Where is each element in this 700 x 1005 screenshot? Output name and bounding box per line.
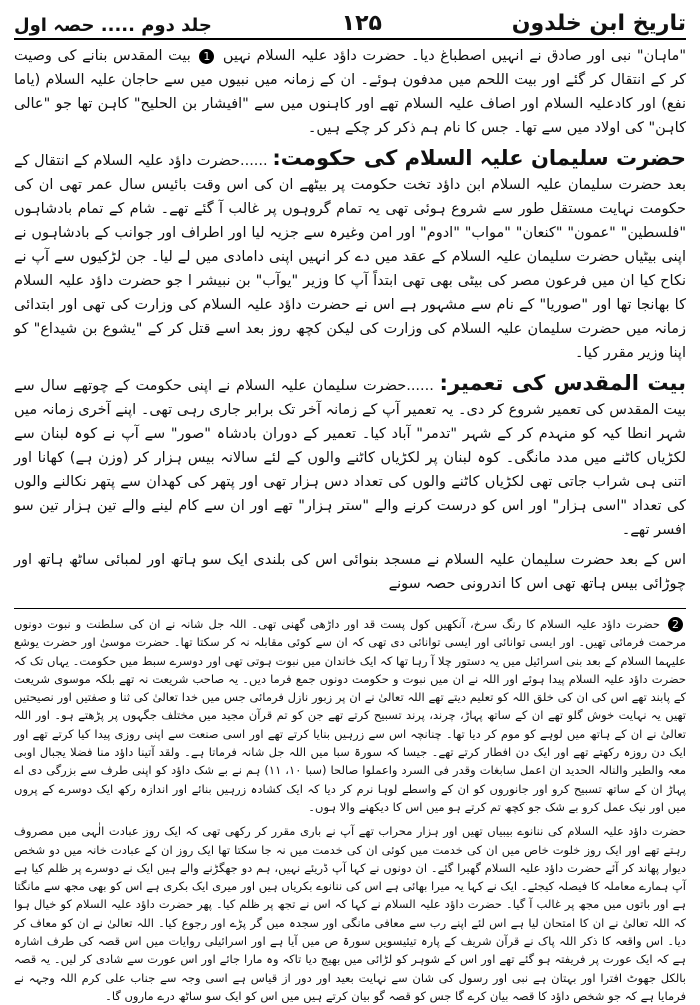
paragraph-intro — [14, 44, 686, 140]
book-title: تاریخ ابن خلدون — [511, 11, 686, 36]
footnote-text: حضرت داؤد علیہ السلام کا رنگ سرخ، آنکھیں کول پست قد اور داڑھی گھنی تھی۔ اللہ جل شانہ نے ان کی سلطنت و نبوت دونوں مرحمت فرمائی تھیں۔ اور ایسی توانائی اور ایسی توانائی دی تھی کہ ان سے کوئی مقابلہ نہ کر سکتا تھا۔ حضرت موسیٰ اور حضرت یوشع علیہما السلام کے بعد بنی اسرائیل میں یہ دستور چلا آ رہا تھا کہ ایک خاندان میں نبوت ہوتی تھی اور دوسرے سبط میں حکومت۔ یہاں تک کہ حضرت داؤد علیہ السلام پیدا ہوئے اور اللہ نے ان میں نبوت و حکومت دونوں جمع فرما دیں۔ یہ صاحب شریعت نہ تھے بلکہ موسوی شریعت کے پابند تھے اس کی ان کی خلق اللہ کو تعلیم دیتے تھے اللہ تعالیٰ نے ان پر زبور نازل فرمائی جس میں خدا تعالیٰ کی ثنا و صفتیں اور نصیحتیں تھیں یہ نہایت خوش گلو تھے ان کے ساتھ پہاڑ، چرند، پرند تسبیح کرتے تھے جن کو تم قرآن مجید میں مختلف جگہوں پر پڑھتے ہو۔ اور اللہ تعالیٰ نے ان کے ہاتھ میں لوہے کو موم کر دیا تھا۔ چنانچہ اس سے زرہیں بنایا کرتے تھے اور اسی صنعت سے اپنی روزی پیدا کیا کرتے تھے اور ایک دن روزہ رکھتے تھے اور ایک دن افطار کرتے تھے۔ جیسا کہ سورۃ سبا میں اللہ جل شانہ فرماتا ہے۔ ولقد آتینا داؤد منا فضلا یجبال اوبی معہ والطیر والنالہ الحدید ان اعمل سابغات وقدر فی السرد واعملوا صالحا (سبا ۱۰، ۱۱) ہم نے بے شک داؤد کو اپنی طرف سے بزرگی دی اے پہاڑ ان کے ساتھ تسبیح کرو اور جانوروں کو ان کے واسطے لوہا نرم کر دیا کہ ایک کشادہ زرہیں بنائے اور اندازہ رکھ ایک دوسرے کے پروں میں اور نیک عمل کرو بے شک جو کچھ تم کرتے ہو میں اس کا دیکھنے والا ہوں۔ — [14, 617, 686, 814]
section-heading: بیت المقدس کی تعمیر: — [439, 371, 687, 395]
footnote-1 — [14, 615, 686, 816]
footnote-2 — [14, 822, 686, 1005]
paragraph-text: ......حضرت داؤد علیہ السلام کے انتقال کے بعد حضرت سلیمان علیہ السلام ابن داؤد تخت حکومت پر بیٹھے ان کی اس وقت بائیس سال عمر تھی ان کی حکومت نہایت مستقل طور سے شروع ہوئی تھی یہ تمام گروہوں پر غالب آ گئے تھے۔ شام کے تمام بادشاہوں "فلسطین" "عمون" "کنعان" "مواب" "ادوم" اور امن وغیرہ سے جزیہ لیا اور اطراف اور جوانب کے بادشاہوں نے اپنی بیٹیاں حضرت سلیمان علیہ السلام کے عقد میں دے کر انہیں اپنی دامادی میں لے لیا۔ جن لڑکیوں سے آپ نے نکاح کیا ان میں فرعون مصر کی بیٹی بھی تھی ابتداً آپ کا وزیر "یوآب" بن نبیشر ا جو حضرت داؤد علیہ السلام کا بھانجا تھا اور "صوریا" کے نام سے مشہور ہے اس نے حضرت داؤد علیہ السلام کی وزارت کی تھی اور ابتدائی زمانہ میں حضرت سلیمان علیہ السلام کی وزارت کی لیکن کچھ روز بعد اسے قتل کر کے "یشوع بن شیداع" کو اپنا وزیر مقرر کیا۔ — [14, 153, 686, 361]
page-header — [14, 6, 686, 36]
section-heading: حضرت سلیمان علیہ السلام کی حکومت: — [272, 146, 687, 170]
paragraph-solomon-reign — [14, 146, 686, 365]
paragraph-mosque — [14, 548, 686, 596]
paragraph-text: بیت المقدس بنانے کی وصیت کر کے انتقال کر گئے اور بیت اللحم میں مدفون ہوئے۔ ان کے زمانہ میں نبیوں میں سے حاجان علیہ السلام (یاما نفع) اور کادعلیہ السلام اور اصاف علیہ السلام تھے اور کاہنوں میں سے "افیشار بن الحلیح" کاہن تھا جو "عالی کاہن" کی اولاد میں سے تھا۔ جس کا نام ہم ذکر کر چکے ہیں۔ — [14, 48, 686, 136]
footnote-separator — [14, 608, 686, 609]
paragraph-temple-construction — [14, 371, 686, 542]
paragraph-text: "ماہان" نبی اور صادق نے انہیں اصطباغ دیا۔ حضرت داؤد علیہ السلام نہیں — [217, 48, 686, 64]
footnote-marker: 2 — [668, 617, 683, 632]
footnote-text: حضرت داؤد علیہ السلام کی ننانوے بیبیاں تھیں اور ہزار محراب تھے آپ نے باری مقرر کر رکھی تھی کہ ایک روز عبادت الٰہی میں مصروف رہتے تھے اور ایک روز خلوت خاص میں ان کی خدمت میں کوئی ان کی خدمت میں نہ جا سکتا تھا ایک روز ان کے عبادت خانہ میں دو شخص دیوار پھاند کر آئے حضرت داؤد علیہ السلام گھبرا گئے۔ ان دونوں نے کہا آپ ڈریئے نہیں، ہم دو جھگڑنے والے ہیں ایک نے دوسرے پر ظلم کیا ہے آپ ہمارے معاملہ کا فیصلہ کیجئے۔ ایک نے کہا یہ میرا بھائی ہے اس کی ننانوے بکریاں ہیں اور میری ایک بکری ہے اس کو بھی مجھ سے مانگتا ہے اور باتوں میں مجھ پر غالب آ گیا۔ حضرت داؤد علیہ السلام نے کہا کہ اس نے تجھ پر ظلم کیا۔ پھر حضرت داؤد علیہ السلام کو خیال ہوا کہ اللہ تعالیٰ نے ان کا امتحان لیا ہے اس لئے اپنے رب سے معافی مانگی اور سجدہ میں گر پڑے اور رجوع کیا۔ اللہ تعالیٰ نے ان کو معاف کر دیا۔ اس واقعہ کا ذکر اللہ پاک نے قرآن شریف کے پارہ تیئیسویں سورۃ ص میں آیا ہے اور اسرائیلی روایات میں اس قصہ کی طرف اشارہ ہے کہ ایک عورت پر فریفتہ ہو گئے تھے اور اس کے شوہر کو لڑائی میں بھیج دیا تاکہ وہ مارا جائے اور اس عورت سے شادی کر لیں۔ یہ قصہ بالکل جھوٹ افترا اور بہتان ہے نبی اور رسول کی شان سے نہایت بعید اور دور از قیاس ہے اسی وجہ سے جناب علی کرم اللہ وجہہ نے فرمایا ہے کہ جو شخص داؤد کا قصہ بیان کرے گا جس کو قصہ گو بیان کرتے ہیں میں اس کو ایک سو ساٹھ درے ماروں گا۔ — [14, 824, 686, 1003]
header-rule — [14, 38, 686, 40]
footnotes — [14, 615, 686, 1005]
paragraph-text: اس کے بعد حضرت سلیمان علیہ السلام نے مسجد بنوائی اس کی بلندی ایک سو ہاتھ اور لمبائی ساٹھ ہاتھ اور چوڑائی بیس ہاتھ تھی اس کا اندرونی حصہ سونے — [14, 552, 686, 592]
main-text — [14, 44, 686, 596]
volume-label: جلد دوم ..... حصہ اول — [14, 15, 212, 36]
page-number: ۱۲۵ — [341, 11, 382, 36]
footnote-marker: 1 — [199, 49, 214, 64]
paragraph-text: ......حضرت سلیمان علیہ السلام نے اپنی حکومت کے چوتھے سال سے بیت المقدس کی تعمیر شروع کر دی۔ یہ تعمیر آپ کے زمانہ آخر تک برابر جاری رہی تھی۔ اپنے آخری زمانہ میں شہر انطا کیہ کو منہدم کر کے شہر "تدمر" آباد کیا۔ تعمیر کے دوران بادشاہ "صور" سے آپ نے کوہ لبنان سے لکڑیاں کاٹنے میں مدد مانگی۔ کوہ لبنان پر لکڑیاں کاٹنے والوں کے لئے سالانہ بیس ہزار کر (وزن ہے) کھانا اور اتنی ہی شراب جاتی تھی لکڑیاں کاٹنے والوں کی تعداد دس ہزار تھی اور پتھر کی کھدان سے پتھر نکالنے والوں کی تعداد "اسی ہزار" اور اس کو درست کرنے والے "ستر ہزار" تھے اور ان سے کام لینے والے تین ہزار تین سو افسر تھے۔ — [14, 378, 686, 538]
